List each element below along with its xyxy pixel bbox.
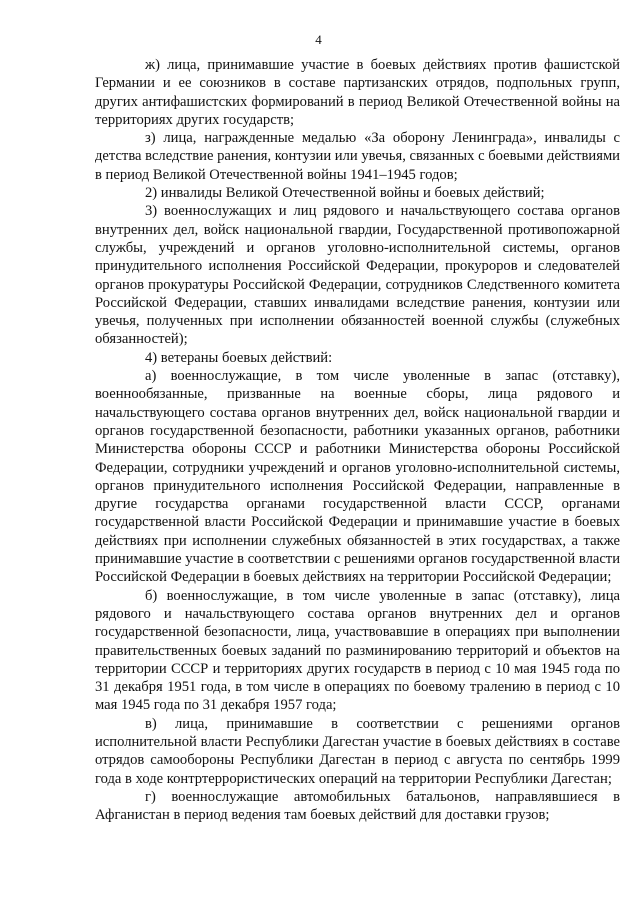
- paragraph-zh: ж) лица, принимавшие участие в боевых действиях против фашистской Германии и ее союзников в составе партизанских отрядов, подпольных групп, других антифашистских формирований в период Великой Отечественной войны на территориях других государств;: [95, 57, 620, 128]
- paragraph-3: 3) военнослужащих и лиц рядового и начальствующего состава органов внутренних дел, войск национальной гвардии, Государственной противопожарной службы, учреждений и органов уголовно-исполнительной системы, органов принудительного исполнения Российской Федерации, прокуроров и следователей органов прокуратуры Российской Федерации, сотрудников Следственного комитета Российской Федерации, ставших инвалидами вследствие ранения, контузии или увечья, полученных при исполнении обязанностей военной службы (служебных обязанностей);: [95, 203, 620, 348]
- paragraph-4a: а) военнослужащие, в том числе уволенные в запас (отставку), военнообязанные, призванные на военные сборы, лица рядового и начальствующего состава органов внутренних дел, войск национальной гвардии и органов государственной безопасности, работники указанных органов, работники Министерства обороны СССР и работники Министерства обороны Российской Федерации, сотрудники учреждений и органов уголовно-исполнительной системы, органов принудительного исполнения Российской Федерации, направленные в другие государства органами государственной власти СССР, органами государственной власти Российской Федерации и принимавшие участие в боевых действиях при исполнении служебных обязанностей в этих государствах, а также принимавшие участие в соответствии с решениями органов государственной власти Российской Федерации в боевых действиях на территории Российской Федерации;: [95, 368, 620, 586]
- paragraph-4g: г) военнослужащие автомобильных батальонов, направлявшиеся в Афганистан в период ведения там боевых действий для доставки грузов;: [95, 788, 620, 824]
- document-body: [95, 56, 620, 824]
- page-number: 4: [315, 32, 322, 47]
- paragraph-4: 4) ветераны боевых действий:: [145, 349, 333, 366]
- paragraph-2: 2) инвалиды Великой Отечественной войны и боевых действий;: [145, 185, 545, 202]
- paragraph-4b: б) военнослужащие, в том числе уволенные в запас (отставку), лица рядового и начальствующего состава органов внутренних дел и органов государственной безопасности, лица, участвовавшие в операциях при выполнении правительственных боевых заданий по разминированию территорий и объектов на территории СССР и территориях других государств в период с 10 мая 1945 года по 31 декабря 1951 года, в том числе в операциях по боевому тралению в период с 10 мая 1945 года по 31 декабря 1957 года;: [95, 587, 620, 714]
- paragraph-4v: в) лица, принимавшие в соответствии с решениями органов исполнительной власти Республики Дагестан участие в боевых действиях в составе отрядов самообороны Республики Дагестан в период с августа по сентябрь 1999 года в ходе контртеррористических операций на территории Республики Дагестан;: [95, 715, 620, 787]
- paragraph-z: з) лица, награжденные медалью «За оборону Ленинграда», инвалиды с детства вследствие ранения, контузии или увечья, связанных с боевыми действиями в период Великой Отечественной войны 1941–1945 годов;: [95, 130, 620, 183]
